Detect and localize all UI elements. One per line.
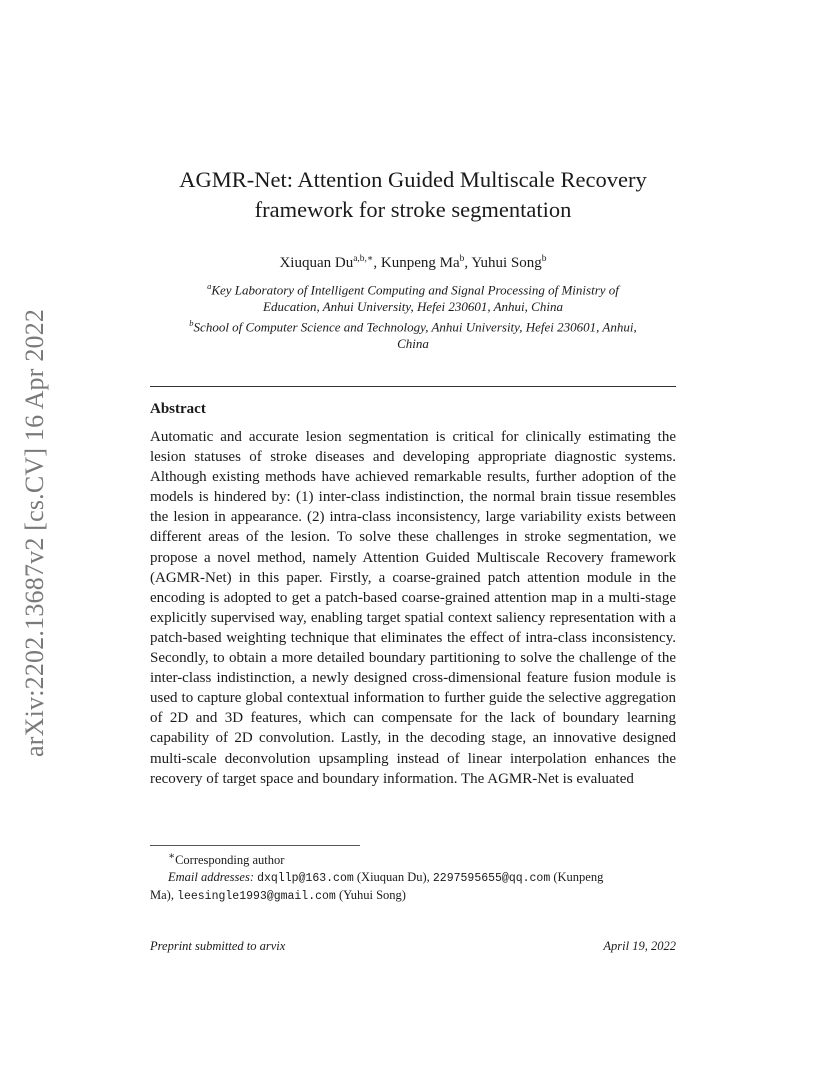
footnotes	[150, 848, 676, 905]
corresponding-marker: ∗	[168, 851, 176, 862]
email-addresses-line-2	[150, 887, 676, 905]
author-affiliation-marker: b	[459, 254, 465, 264]
title-line-2: framework for stroke segmentation	[254, 197, 572, 222]
corresponding-author-text: Corresponding author	[175, 853, 285, 868]
affiliation-a-line-2: Education, Anhui University, Hefei 230601, Anhui, China	[263, 298, 563, 314]
affiliation-marker: b	[189, 318, 194, 329]
affiliation-b-line-2: China	[397, 335, 429, 351]
email-label: Email addresses:	[168, 870, 254, 885]
arxiv-identifier: arXiv:2202.13687v2 [cs.CV] 16 Apr 2022	[20, 308, 49, 757]
email-owner: Ma),	[150, 888, 178, 903]
email-addresses-line	[150, 869, 676, 887]
author-name: Yuhui Song	[471, 255, 542, 271]
preprint-note: Preprint submitted to arvix	[150, 939, 286, 953]
title-line-1: AGMR-Net: Attention Guided Multiscale Recovery	[179, 167, 647, 192]
abstract-heading: Abstract	[150, 401, 206, 417]
affiliation-a-line-1: Key Laboratory of Intelligent Computing and Signal Processing of Ministry of	[211, 282, 619, 298]
author-affiliation-marker: b	[541, 254, 547, 264]
affiliation-b-line-1: School of Computer Science and Technology, Anhui University, Hefei 230601, Anhui,	[193, 319, 637, 335]
author-affiliation-marker: a,b,∗	[353, 254, 374, 264]
email-owner: (Yuhui Song)	[335, 888, 406, 903]
author-name: Kunpeng Ma	[380, 255, 460, 271]
affiliation-marker: a	[207, 281, 212, 291]
author-list: Xiuquan $Du^{a,b,∗}$, Kunpeng Ma$^b$, Yuhui Song$^b$	[279, 254, 547, 271]
title-block	[150, 165, 676, 352]
email-link[interactable]: leesingle1993@gmail.com	[177, 890, 336, 904]
email-owner: (Kunpeng	[550, 870, 604, 885]
email-link[interactable]: dxqllp@163.com	[257, 872, 354, 886]
preprint-date: April 19, 2022	[603, 939, 676, 953]
corresponding-author-note	[150, 848, 676, 869]
page-footer	[150, 939, 676, 954]
paper-title	[150, 165, 676, 225]
abstract-section	[150, 400, 676, 789]
abstract-top-rule	[150, 386, 676, 387]
footnote-rule	[150, 845, 360, 846]
email-link[interactable]: 2297595655@qq.com	[432, 872, 551, 886]
affiliation-a	[150, 278, 676, 352]
email-owner: (Xiuquan Du),	[353, 870, 433, 885]
author-name: Xiuquan Du	[279, 255, 354, 271]
abstract-text: Automatic and accurate lesion segmentation is critical for clinically estimating the lesion statuses of stroke diseases and developing appropriate diagnostic systems. Although existing methods have achieved remarkable results, further adoption of the models is hindered by: (1) inter-class indistinction, the normal brain tissue resembles the lesion in appearance. (2) intra-class inconsistency, large variability exists between different areas of the lesion. To solve these challenges in stroke segmentation, we propose a novel method, namely Attention Guided Multiscale Recovery framework (AGMR-Net) in this paper. Firstly, a coarse-grained patch attention module in the encoding is adopted to get a patch-based coarse-grained attention map in a multi-stage explicitly supervised way, enabling target spatial context saliency representation with a patch-based weighting technique that eliminates the effect of intra-class inconsistency. Secondly, to obtain a more detailed boundary partitioning to solve the challenge of the inter-class indistinction, a newly designed cross-dimensional feature fusion module is used to capture global contextual information to further guide the selective aggregation of 2D and 3D features, which can compensate for the lack of boundary learning capability of 2D convolution. Lastly, in the decoding stage, an innovative designed multi-scale deconvolution upsampling instead of linear interpolation enhances the recovery of target space and boundary information. The AGMR-Net is evaluated	[150, 429, 676, 787]
